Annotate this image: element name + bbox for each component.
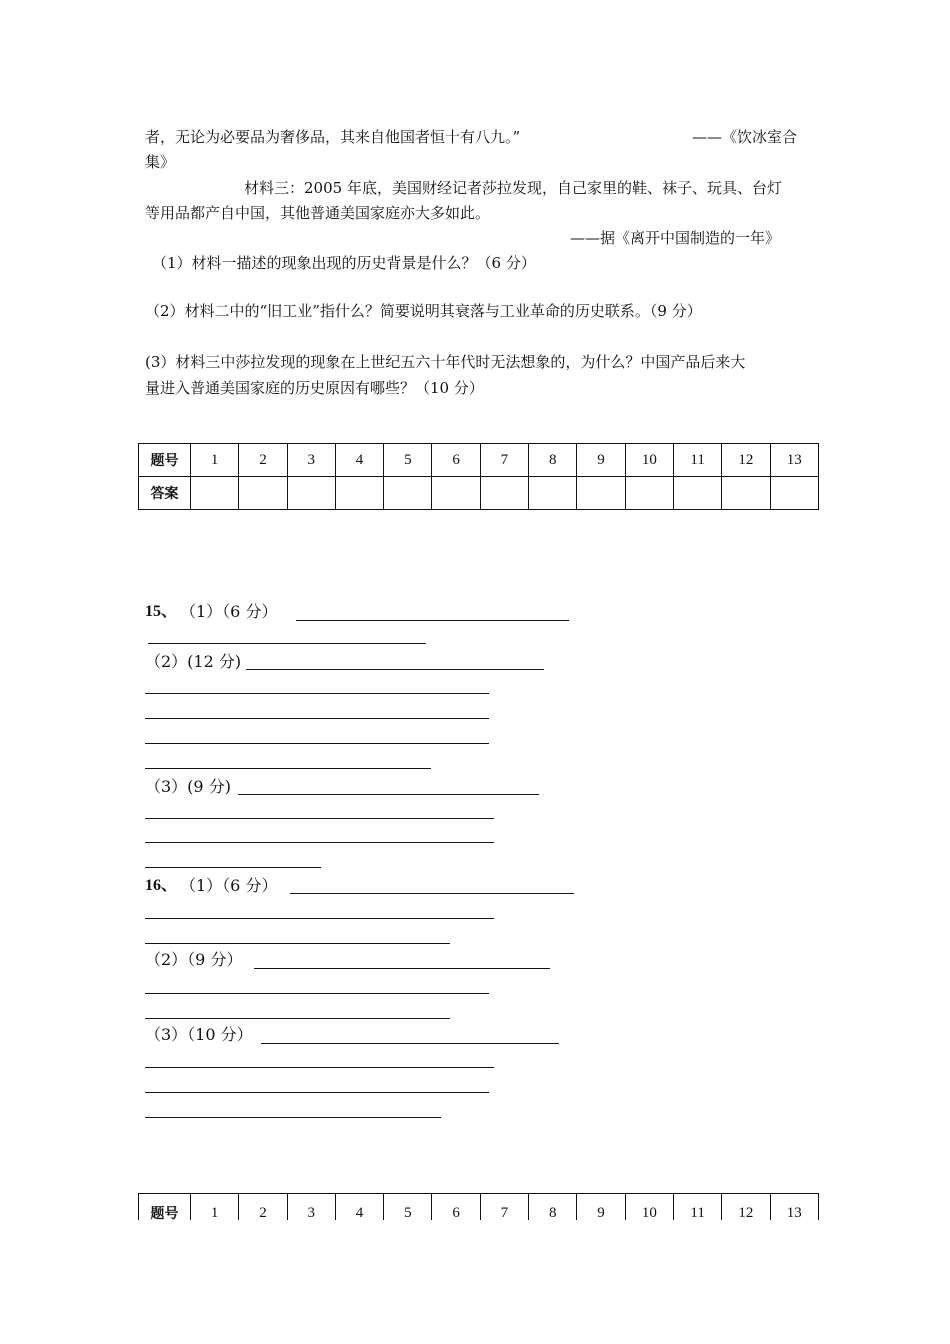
table-cell: 2	[239, 1194, 287, 1221]
question-3-line1: (3）材料三中莎拉发现的现象在上世纪五六十年代时无法想象的，为什么？中国产品后来大	[145, 353, 746, 371]
answer-table-clip	[138, 1193, 819, 1220]
answer-line[interactable]	[246, 669, 544, 670]
answer-line[interactable]	[145, 918, 494, 919]
answer-line[interactable]	[145, 818, 494, 819]
answer-line[interactable]	[290, 893, 574, 894]
material-two-source-cont: 集》	[145, 153, 176, 171]
table-cell: 12	[722, 444, 770, 477]
table-row	[139, 1194, 819, 1221]
table-cell: 6	[432, 444, 480, 477]
answer-line[interactable]	[145, 1067, 494, 1068]
table-cell: 11	[673, 444, 721, 477]
table-cell: 2	[239, 444, 287, 477]
answer-line[interactable]	[145, 768, 431, 769]
answer-line[interactable]	[296, 620, 569, 621]
material-two-end: 者，无论为必要品为奢侈品，其来自他国者恒十有八九。”	[145, 128, 521, 146]
answer-15-number: 15、	[145, 603, 178, 620]
table-cell: 9	[577, 1194, 625, 1221]
table-cell: 8	[529, 444, 577, 477]
table-row	[139, 444, 819, 477]
answer-line[interactable]	[145, 1018, 450, 1019]
answer-cell[interactable]	[239, 477, 287, 510]
answer-cell[interactable]	[384, 477, 432, 510]
answer-line[interactable]	[145, 743, 489, 744]
table-cell: 4	[335, 444, 383, 477]
answer-15-part1-label: （1）（6 分）	[180, 602, 278, 621]
answer-15-part2-label: （2）(12 分)	[145, 652, 242, 671]
table-cell: 5	[384, 444, 432, 477]
answer-line[interactable]	[261, 1043, 559, 1044]
table-cell: 6	[432, 1194, 480, 1221]
table-cell: 5	[384, 1194, 432, 1221]
answer-table-2	[138, 1193, 819, 1220]
answer-line[interactable]	[238, 794, 539, 795]
table-cell: 1	[191, 444, 239, 477]
table-cell: 4	[335, 1194, 383, 1221]
answer-16-part2-label: （2）（9 分）	[145, 950, 243, 969]
answer-cell[interactable]	[480, 477, 528, 510]
answer-line[interactable]	[145, 1092, 489, 1093]
answer-line[interactable]	[145, 718, 489, 719]
answer-line[interactable]	[148, 643, 426, 644]
table-cell: 8	[529, 1194, 577, 1221]
answer-16-part3-label: （3）（10 分）	[145, 1025, 253, 1044]
answer-15-part3-label: （3）(9 分)	[145, 777, 231, 796]
answer-line[interactable]	[145, 842, 494, 843]
table-cell: 9	[577, 444, 625, 477]
table-cell: 12	[722, 1194, 770, 1221]
answer-cell[interactable]	[577, 477, 625, 510]
answer-cell[interactable]	[625, 477, 673, 510]
table-cell: 13	[770, 1194, 818, 1221]
answer-cell[interactable]	[770, 477, 818, 510]
table-header-number: 题号	[139, 1194, 191, 1221]
answer-line[interactable]	[145, 943, 450, 944]
answer-cell[interactable]	[722, 477, 770, 510]
answer-line[interactable]	[145, 1117, 441, 1118]
table-cell: 3	[287, 1194, 335, 1221]
material-three-line1: 材料三：2005 年底，美国财经记者莎拉发现，自己家里的鞋、袜子、玩具、台灯	[244, 179, 782, 197]
table-cell: 7	[480, 1194, 528, 1221]
answer-cell[interactable]	[529, 477, 577, 510]
answer-cell[interactable]	[673, 477, 721, 510]
answer-16-number: 16、	[145, 877, 178, 894]
table-cell: 10	[625, 444, 673, 477]
answer-cell[interactable]	[191, 477, 239, 510]
answer-cell[interactable]	[287, 477, 335, 510]
answer-line[interactable]	[145, 993, 489, 994]
table-cell: 3	[287, 444, 335, 477]
answer-line[interactable]	[145, 867, 321, 868]
question-2: （2）材料二中的“旧工业”指什么？简要说明其衰落与工业革命的历史联系。（9 分）	[145, 302, 702, 320]
table-cell: 7	[480, 444, 528, 477]
table-cell: 1	[191, 1194, 239, 1221]
material-three-line2: 等用品都产自中国，其他普通美国家庭亦大多如此。	[145, 204, 491, 222]
answer-line[interactable]	[145, 693, 489, 694]
question-1: （1）材料一描述的现象出现的历史背景是什么？（6 分）	[152, 254, 536, 272]
question-3-line2: 量进入普通美国家庭的历史原因有哪些？（10 分）	[145, 379, 484, 397]
table-cell: 11	[673, 1194, 721, 1221]
answer-16-part1-label: （1）（6 分）	[180, 876, 278, 895]
table-cell: 13	[770, 444, 818, 477]
material-two-source: ——《饮冰室合	[692, 128, 798, 146]
table-row	[139, 477, 819, 510]
material-three-source: ——据《离开中国制造的一年》	[570, 229, 781, 247]
answer-table	[138, 443, 819, 510]
answer-cell[interactable]	[432, 477, 480, 510]
table-cell: 10	[625, 1194, 673, 1221]
table-header-answer: 答案	[139, 477, 191, 510]
answer-cell[interactable]	[335, 477, 383, 510]
answer-line[interactable]	[254, 968, 550, 969]
table-header-number: 题号	[139, 444, 191, 477]
